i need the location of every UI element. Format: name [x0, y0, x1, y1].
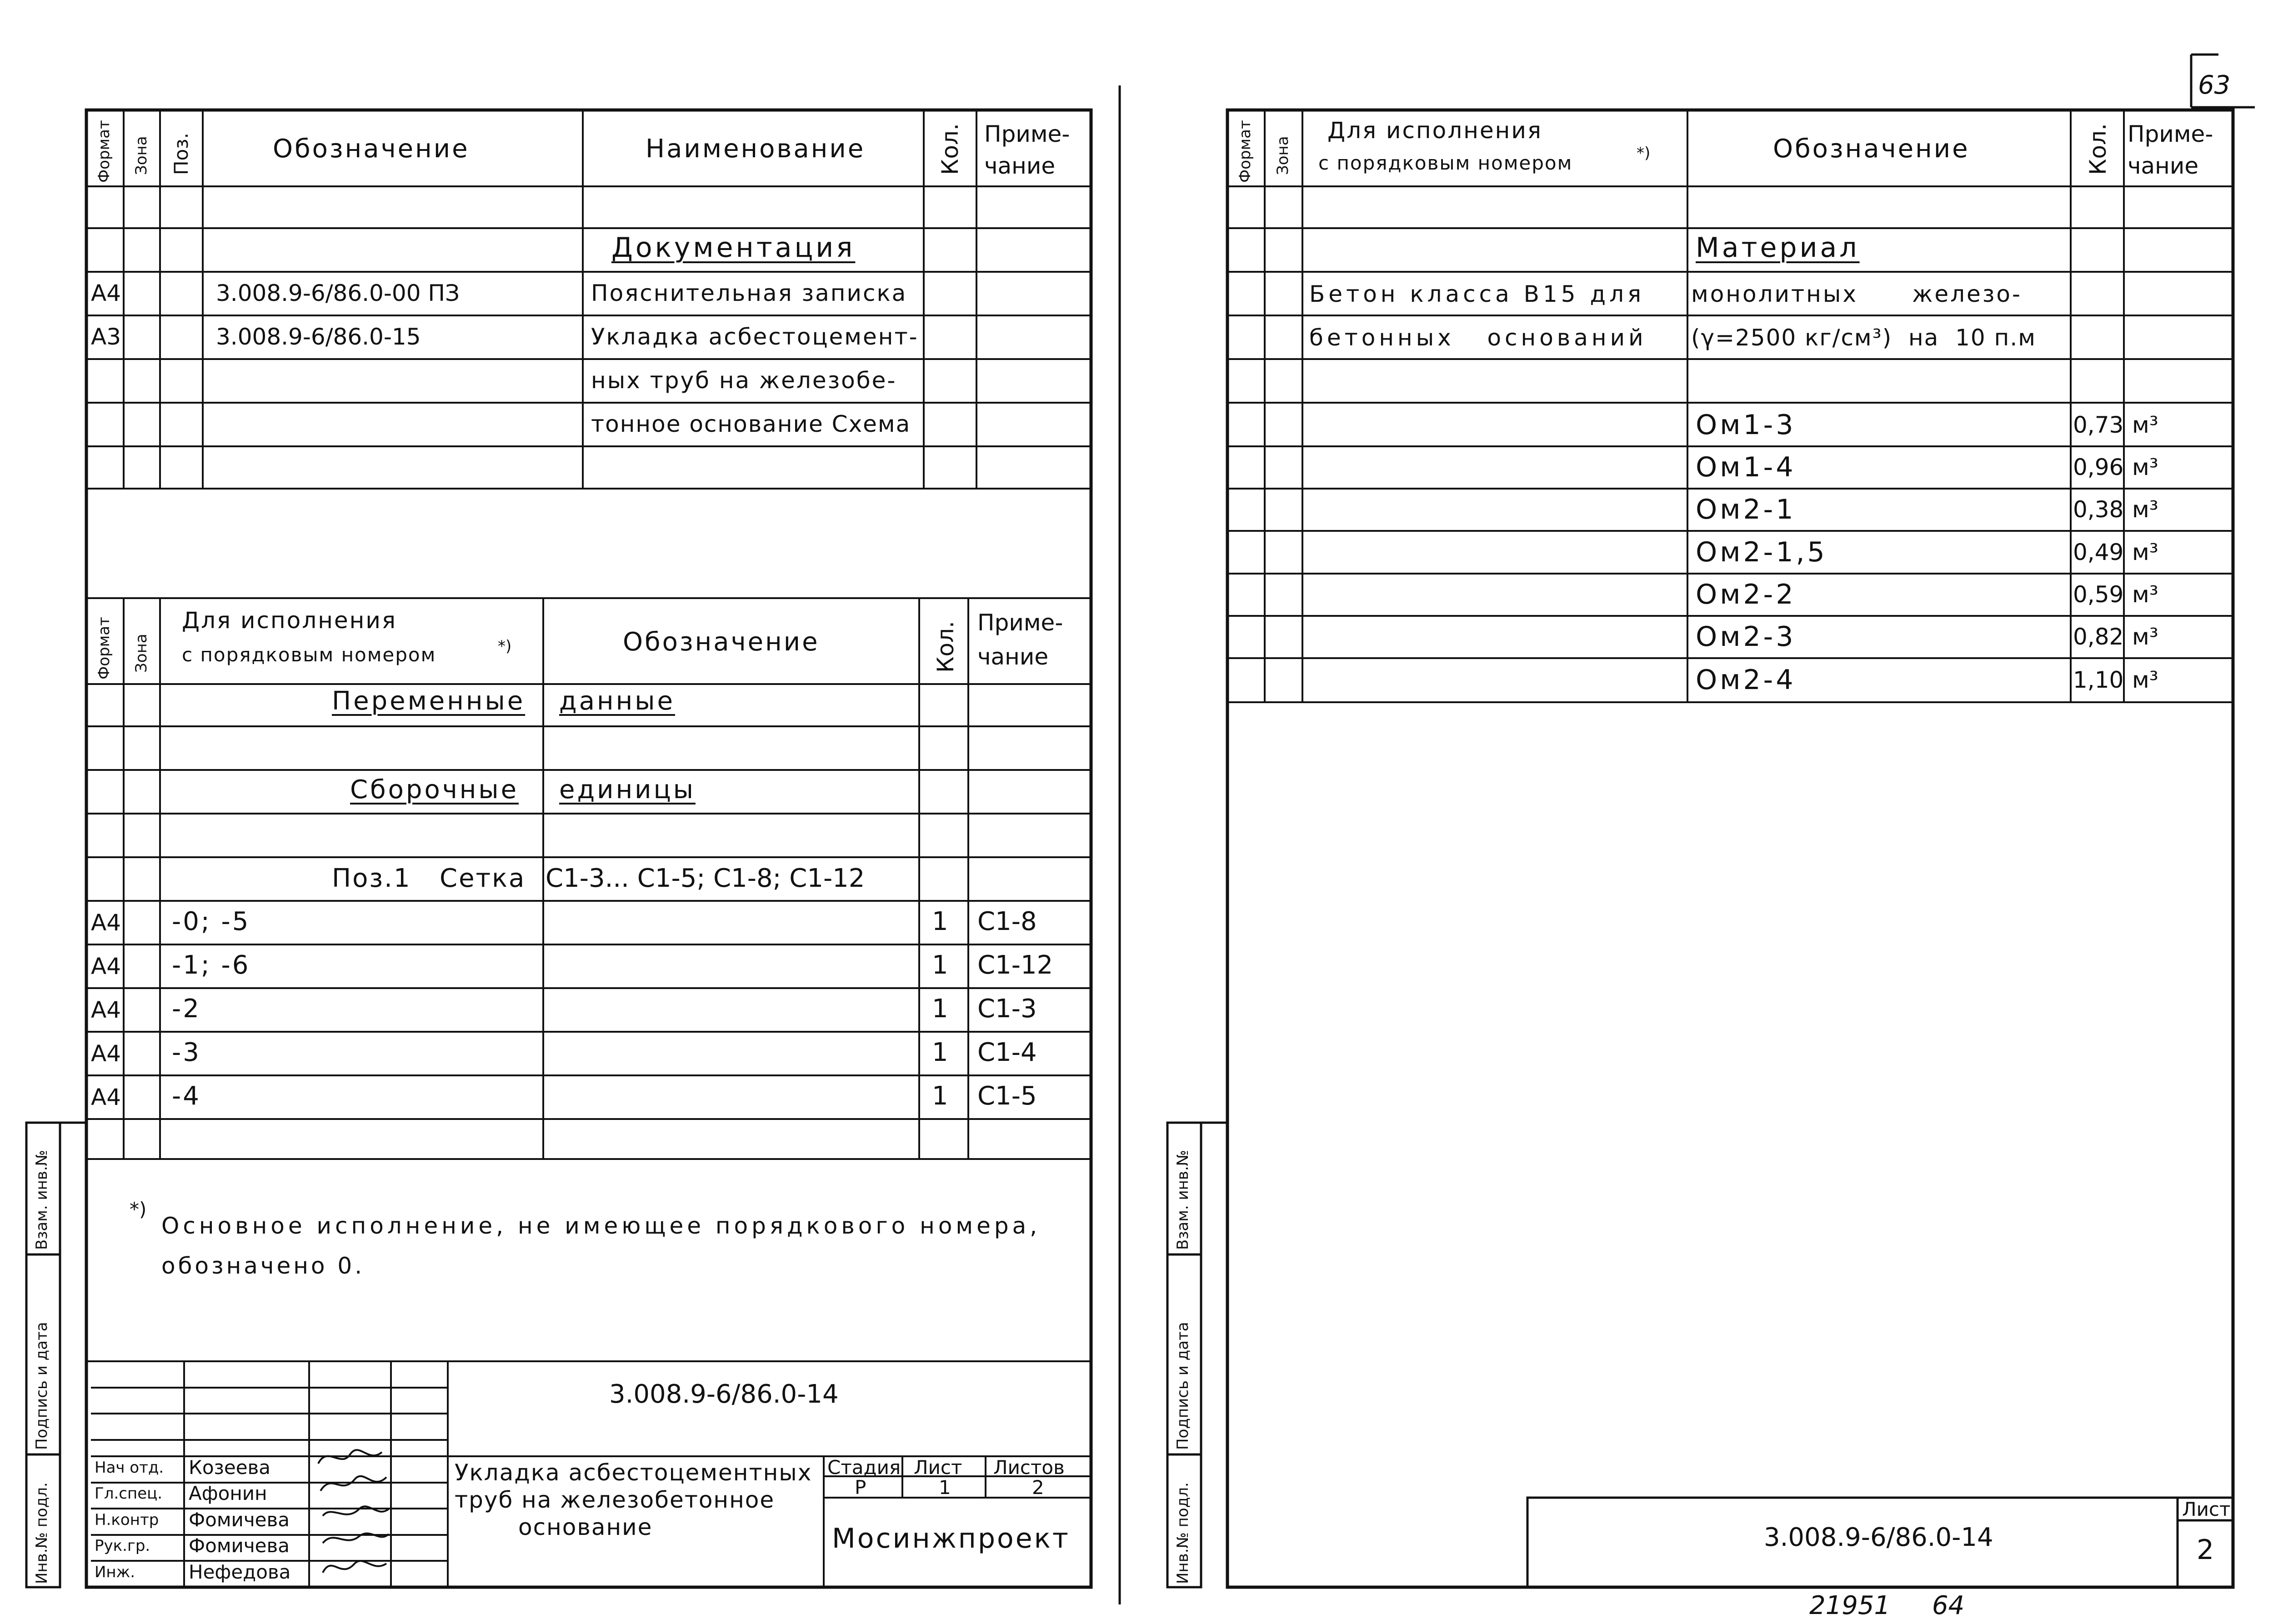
- header-format: Формат: [95, 120, 113, 183]
- spec2-row1-exec: -0; -5: [172, 907, 250, 936]
- row4-name: тонное основание Схема: [591, 411, 911, 437]
- spec2-row4-exec: -3: [172, 1038, 201, 1067]
- right-sheet-label: Лист: [2182, 1498, 2231, 1520]
- title-line1: Укладка асбестоцементных: [455, 1459, 812, 1486]
- role-1: Нач отд.: [95, 1459, 164, 1477]
- spec2-row5-format: А4: [91, 1084, 121, 1110]
- spec2-row4-qty: 1: [932, 1038, 948, 1067]
- r-row5-note: м³: [2132, 581, 2158, 608]
- r-row4-designation: Ом2-1,5: [1696, 536, 1827, 568]
- r-header-format: Формат: [1236, 120, 1254, 183]
- r-row5-designation: Ом2-2: [1696, 579, 1796, 610]
- spec2-header-note-line1: Приме-: [977, 610, 1063, 636]
- left-stamp-inv-label: Инв.№ подл.: [33, 1482, 51, 1584]
- sheets-value: 2: [1032, 1476, 1044, 1499]
- r-header-note-line1: Приме-: [2128, 121, 2213, 147]
- material-right-2: (γ=2500 кг/см³) на 10 п.м: [1691, 325, 2036, 351]
- right-stamp-inv-label: Инв.№ подл.: [1174, 1482, 1192, 1584]
- spec2-row1-note: С1-8: [977, 907, 1037, 936]
- r-header-exec-line1: Для исполнения: [1327, 117, 1542, 144]
- spec2-row1-format: А4: [91, 909, 121, 936]
- role-5: Инж.: [95, 1563, 135, 1581]
- header-name: Наименование: [646, 134, 866, 164]
- r-row3-designation: Ом2-1: [1696, 494, 1796, 525]
- spec2-row5-exec: -4: [172, 1081, 201, 1111]
- row1-format: А4: [91, 280, 121, 306]
- spec2-row4-format: А4: [91, 1040, 121, 1067]
- spec2-row4-note: С1-4: [977, 1038, 1037, 1067]
- variable-data-left: Переменные: [332, 686, 526, 716]
- title-line2: труб на железобетонное: [455, 1487, 775, 1513]
- r-row3-note: м³: [2132, 496, 2158, 523]
- material-right-1: монолитных железо-: [1691, 281, 2023, 307]
- spec2-header-note-line2: чание: [977, 644, 1049, 670]
- r-row5-qty: 0,59: [2073, 581, 2124, 608]
- spec2-row1-qty: 1: [932, 907, 948, 936]
- sheet-label: Лист: [914, 1456, 962, 1479]
- bottom-note-2: 64: [1932, 1591, 1965, 1620]
- header-zone: Зона: [132, 136, 150, 175]
- person-4: Фомичева: [189, 1534, 290, 1557]
- person-2: Афонин: [189, 1482, 267, 1504]
- signature-scribbles: [314, 1427, 391, 1586]
- organization-name: Мосинжпроект: [832, 1523, 1070, 1554]
- spec2-row2-qty: 1: [932, 950, 948, 980]
- r-row3-qty: 0,38: [2073, 496, 2124, 523]
- section-documentation: Документация: [611, 232, 856, 264]
- assembly-units-right: единицы: [559, 775, 696, 805]
- row1-name: Пояснительная записка: [591, 280, 907, 306]
- r-row7-qty: 1,10: [2073, 667, 2124, 693]
- stage-value: Р: [855, 1476, 866, 1499]
- spec2-row3-exec: -2: [172, 994, 201, 1024]
- r-row7-note: м³: [2132, 667, 2158, 693]
- role-4: Рук.гр.: [95, 1537, 150, 1555]
- assembly-units-left: Сборочные: [350, 775, 519, 805]
- spec2-row5-note: С1-5: [977, 1081, 1037, 1111]
- spec2-row3-format: А4: [91, 997, 121, 1023]
- r-header-designation: Обозначение: [1773, 134, 1970, 164]
- header-note-line1: Приме-: [984, 121, 1070, 147]
- right-stamp-replace-label: Взам. инв.№: [1174, 1149, 1192, 1250]
- row1-designation: 3.008.9-6/86.0-00 ПЗ: [216, 280, 460, 306]
- pos1-value: С1-3... С1-5; С1-8; С1-12: [546, 864, 865, 893]
- left-stamp-sign-label: Подпись и дата: [33, 1322, 51, 1450]
- r-row1-qty: 0,73: [2073, 412, 2124, 438]
- row2-designation: 3.008.9-6/86.0-15: [216, 324, 421, 350]
- header-pos: Поз.: [170, 133, 192, 175]
- header-qty: Кол.: [937, 123, 963, 175]
- right-stamp-sign-label: Подпись и дата: [1174, 1322, 1192, 1450]
- r-header-note-line2: чание: [2128, 153, 2199, 179]
- left-stamp-replace-label: Взам. инв.№: [33, 1149, 51, 1250]
- role-2: Гл.спец.: [95, 1484, 163, 1503]
- r-header-zone: Зона: [1274, 136, 1292, 175]
- r-row2-designation: Ом1-4: [1696, 451, 1796, 483]
- r-row1-designation: Ом1-3: [1696, 409, 1796, 441]
- stage-label: Стадия: [827, 1456, 901, 1479]
- r-row2-qty: 0,96: [2073, 454, 2124, 480]
- person-1: Козеева: [189, 1456, 271, 1479]
- sheets-label: Листов: [993, 1456, 1065, 1479]
- footnote-line1: Основное исполнение, не имеющее порядкового номера,: [161, 1213, 1041, 1239]
- right-doc-code: 3.008.9-6/86.0-14: [1764, 1523, 1993, 1552]
- spec2-header-zone: Зона: [132, 634, 150, 673]
- spec2-row3-qty: 1: [932, 994, 948, 1024]
- person-3: Фомичева: [189, 1509, 290, 1531]
- r-header-exec-mark: *): [1637, 144, 1651, 162]
- right-sheet-number: 2: [2197, 1534, 2214, 1566]
- material-left-2: бетонных оснований: [1309, 325, 1647, 351]
- row2-format: А3: [91, 324, 121, 350]
- section-material: Материал: [1696, 232, 1860, 264]
- spec2-header-qty: Кол.: [932, 621, 959, 673]
- sheet-value: 1: [939, 1476, 951, 1499]
- r-header-qty: Кол.: [2085, 123, 2111, 175]
- r-row4-qty: 0,49: [2073, 539, 2124, 565]
- footnote-mark: *): [130, 1198, 147, 1220]
- role-3: Н.контр: [95, 1511, 159, 1529]
- row2-name: Укладка асбестоцемент-: [591, 324, 919, 350]
- r-header-exec-line2: с порядковым номером: [1318, 152, 1573, 174]
- r-row6-note: м³: [2132, 624, 2158, 650]
- pos1-label: Поз.1 Сетка: [332, 864, 526, 893]
- r-row1-note: м³: [2132, 412, 2158, 438]
- spec2-row5-qty: 1: [932, 1081, 948, 1111]
- spec2-header-format: Формат: [95, 617, 113, 680]
- spec2-row2-format: А4: [91, 953, 121, 979]
- title-line3: основание: [518, 1514, 653, 1540]
- spec2-row2-exec: -1; -6: [172, 950, 250, 980]
- doc-code: 3.008.9-6/86.0-14: [609, 1379, 839, 1409]
- row3-name: ных труб на железобе-: [591, 367, 897, 394]
- variable-data-right: данные: [559, 686, 675, 716]
- r-row2-note: м³: [2132, 454, 2158, 480]
- spec2-header-exec-mark: *): [498, 637, 512, 655]
- bottom-note-1: 21951: [1809, 1591, 1891, 1620]
- spec2-header-designation: Обозначение: [623, 627, 820, 657]
- header-designation: Обозначение: [273, 134, 470, 164]
- spec2-row2-note: С1-12: [977, 950, 1053, 980]
- r-row6-qty: 0,82: [2073, 624, 2124, 650]
- r-row4-note: м³: [2132, 539, 2158, 565]
- spec2-row3-note: С1-3: [977, 994, 1037, 1024]
- footnote-line2: обозначено 0.: [161, 1253, 365, 1279]
- spec2-header-exec-line1: Для исполнения: [182, 607, 397, 634]
- spec2-header-exec-line2: с порядковым номером: [182, 644, 436, 666]
- header-note-line2: чание: [984, 153, 1056, 179]
- material-left-1: Бетон класса В15 для: [1309, 281, 1645, 307]
- r-row7-designation: Ом2-4: [1696, 664, 1796, 696]
- page-number: 63: [2198, 70, 2231, 100]
- person-5: Нефедова: [189, 1561, 291, 1583]
- r-row6-designation: Ом2-3: [1696, 621, 1796, 653]
